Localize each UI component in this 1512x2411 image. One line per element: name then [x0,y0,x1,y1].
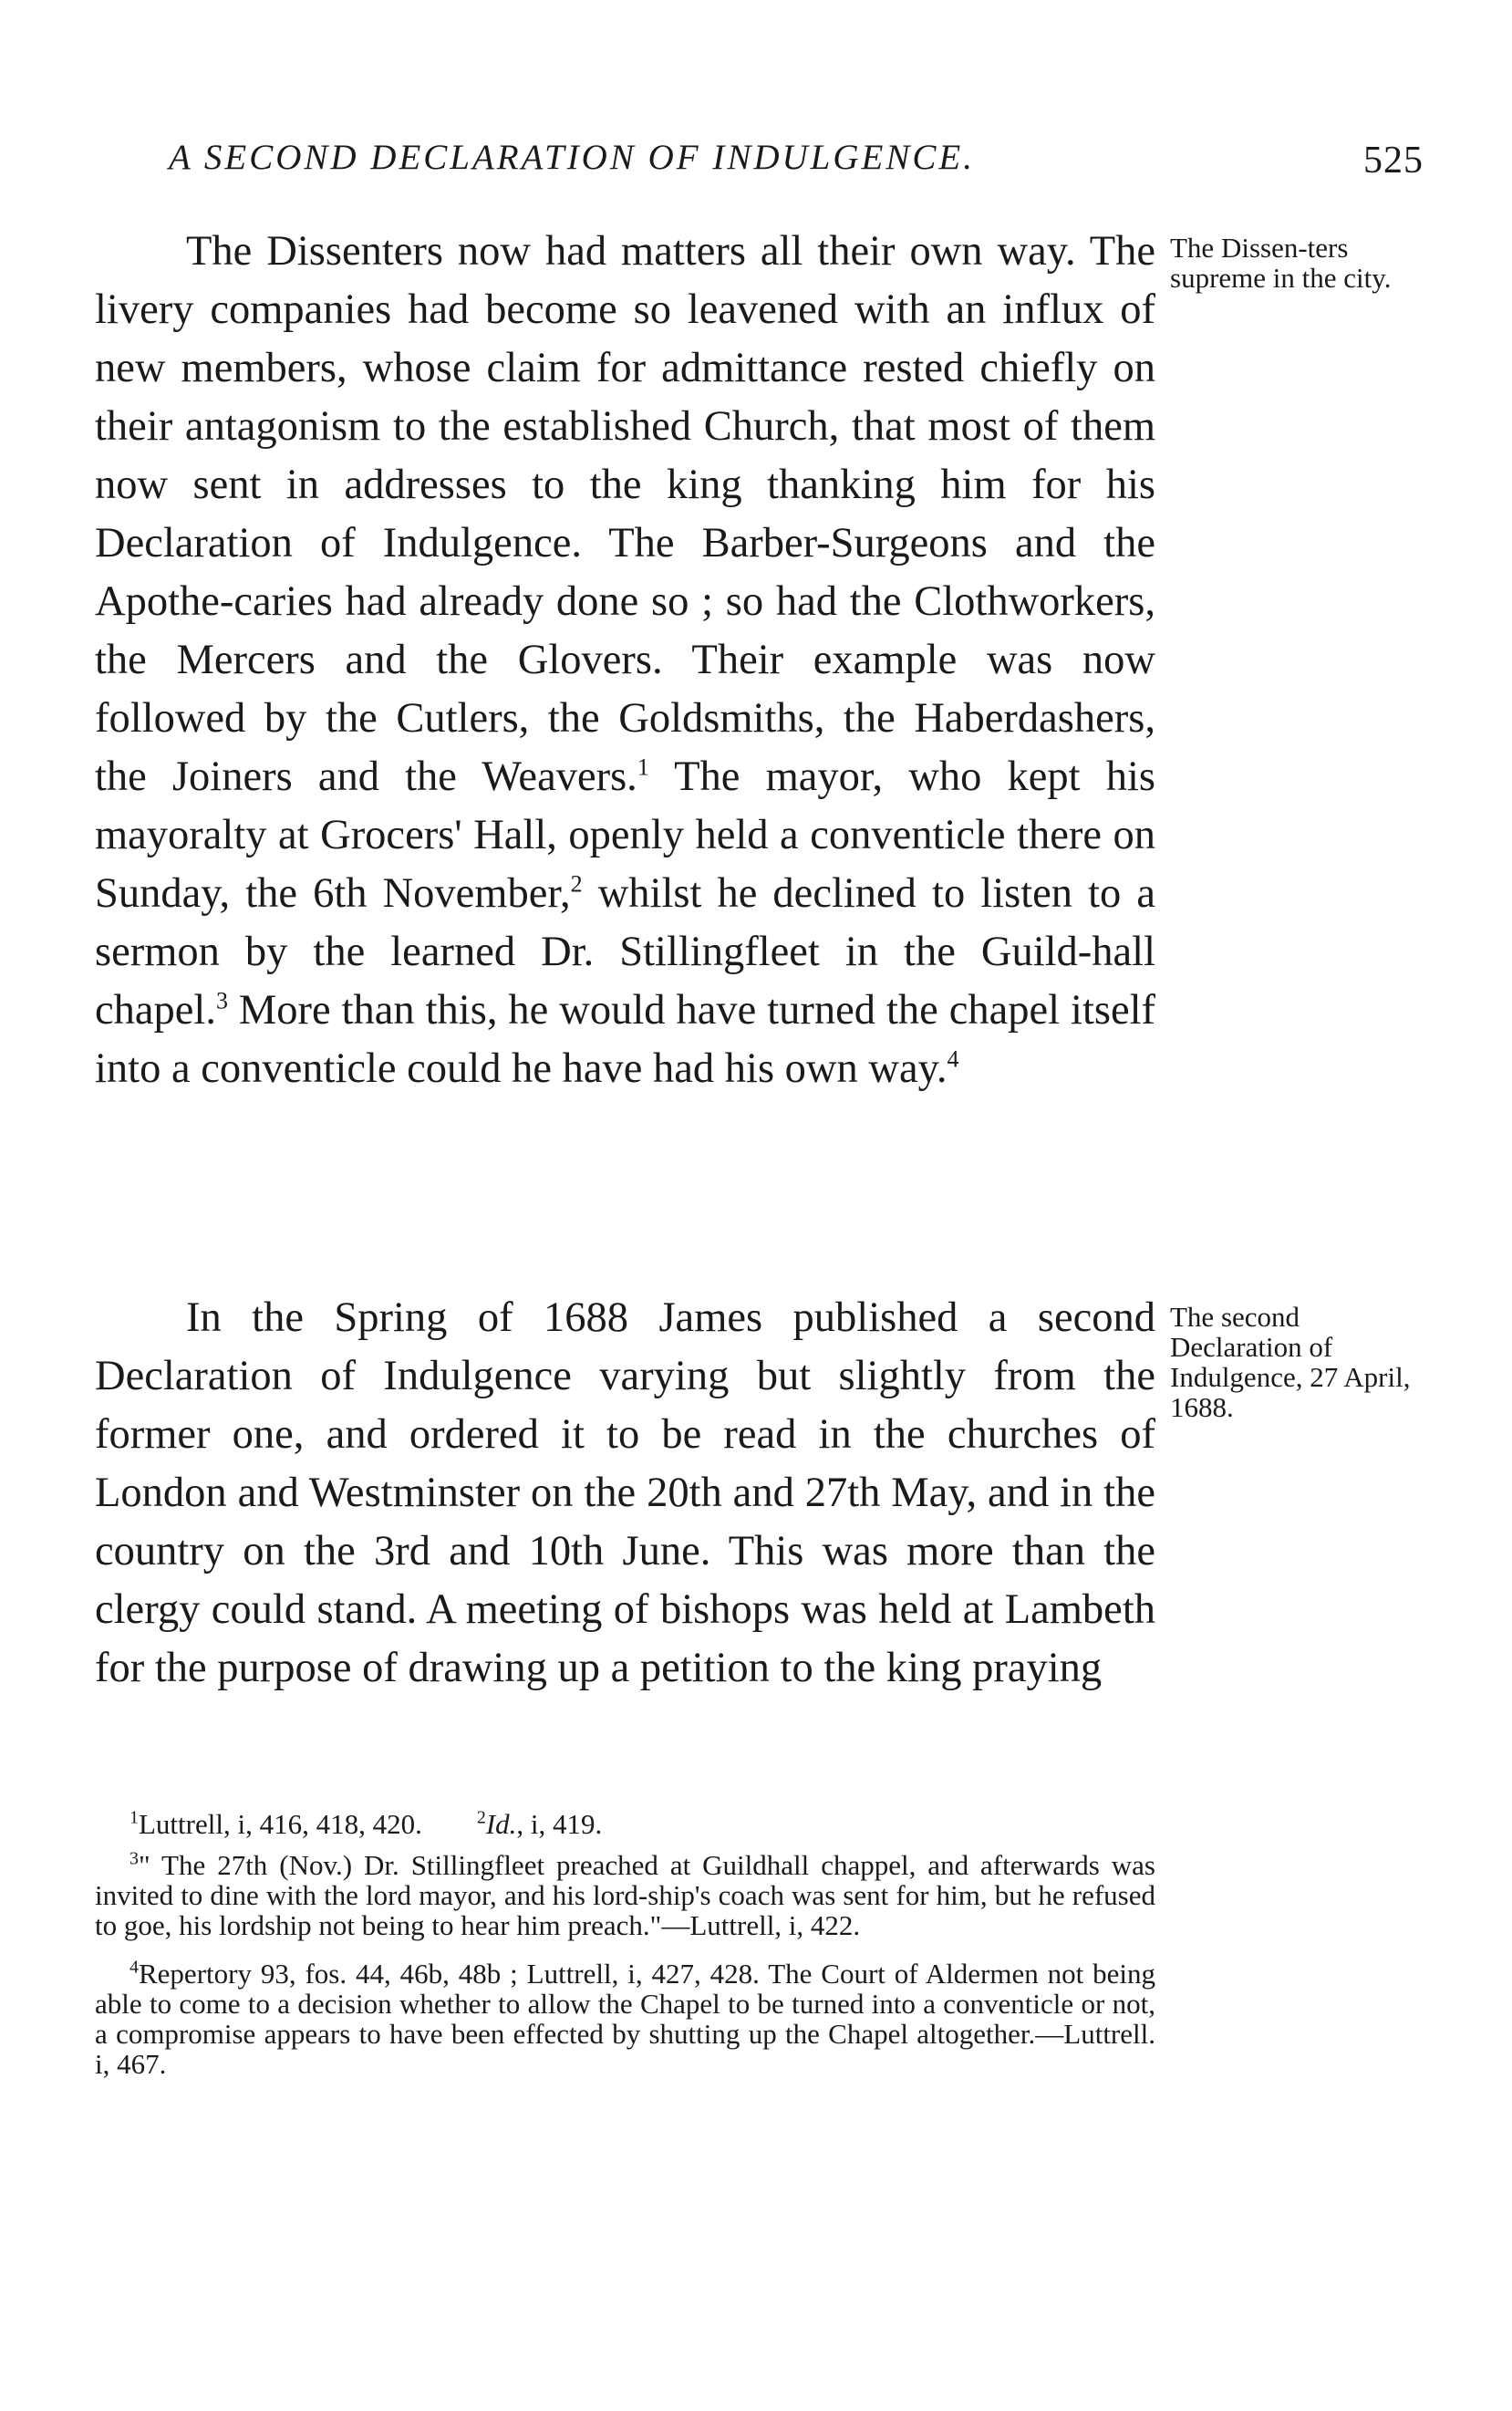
footnote-ref-4: 4 [947,1045,959,1073]
footnote-text: " The 27th (Nov.) Dr. Stillingfleet preached at Guildhall chappel, and afterwards was invited to dine with the lord mayor, and his lord-ship's coach was sent for him, but he refused to goe, his lordship not being to hear him preach."—Luttrell, i, 422. [95,1849,1155,1941]
paragraph-text: The mayor, who kept his mayoralty at Grocers' Hall, openly held a conventicle there on Sunday, the 6th November, [95,753,1155,917]
footnote-3 [95,1850,1155,1940]
footnote-mark-2: 2 [476,1807,486,1828]
marginal-note-second-declaration: The second Declaration of Indulgence, 27 April, 1688. [1170,1301,1411,1423]
footnote-ref-1: 1 [637,753,649,781]
paragraph-text: whilst he declined to listen to a sermon by the learned Dr. Stillingfleet in the Guild-hall chapel. [95,870,1155,1034]
marginal-note-dissenters: The Dissen-ters supreme in the city. [1170,232,1392,294]
footnote-mark-1: 1 [129,1807,139,1828]
footnote-italic-id: Id. [485,1808,517,1840]
footnote-text: Repertory 93, fos. 44, 46b, 48b ; Luttrell, i, 427, 428. The Court of Aldermen not being able to come to a decision whether to allow the Chapel to be turned into a conventicle or not, a compromise appears to have been effected by shutting up the Chapel altogether.—Luttrell. i, 467. [95,1958,1155,2080]
footnote-mark-3: 3 [129,1848,139,1869]
running-title: A SECOND DECLARATION OF INDULGENCE. [169,138,975,177]
footnotes [95,1809,1155,2097]
footnote-text: Luttrell, i, 416, 418, 420. [139,1808,422,1840]
paragraph-text: More than this, he would have turned the chapel itself into a conventicle could he have had his own way. [95,987,1155,1092]
footnote-ref-3: 3 [215,987,228,1014]
footnote-text: , i, 419. [516,1808,603,1840]
footnote-1-2 [95,1809,1155,1839]
paragraph-text: The Dissenters now had matters all their own way. The livery companies had become so leavened with an influx of new members, whose claim for admittance rested chiefly on their antagonism to the established Church, that most of them now sent in addresses to the king thanking him for his Declaration of Indulgence. The Barber-Surgeons and the Apothe-caries had already done so ; so had the Clothworkers, the Mercers and the Glovers. Their example was now followed by the Cutlers, the Goldsmiths, the Haberdashers, the Joiners and the Weavers. [95,228,1155,800]
paragraph-text: In the Spring of 1688 James published a second Declaration of Indulgence varying but slightly from the former one, and ordered it to be read in the churches of London and Westminster on the 20th and 27th May, and in the country on the 3rd and 10th June. This was more than the clergy could stand. A meeting of bishops was held at Lambeth for the purpose of drawing up a petition to the king praying [95,1294,1155,1691]
page-number: 525 [1363,140,1424,182]
footnote-4 [95,1959,1155,2079]
paragraph-dissenters [95,223,1155,1098]
footnote-ref-2: 2 [570,870,583,898]
paragraph-second-declaration [95,1289,1155,1698]
footnote-mark-4: 4 [129,1957,139,1978]
